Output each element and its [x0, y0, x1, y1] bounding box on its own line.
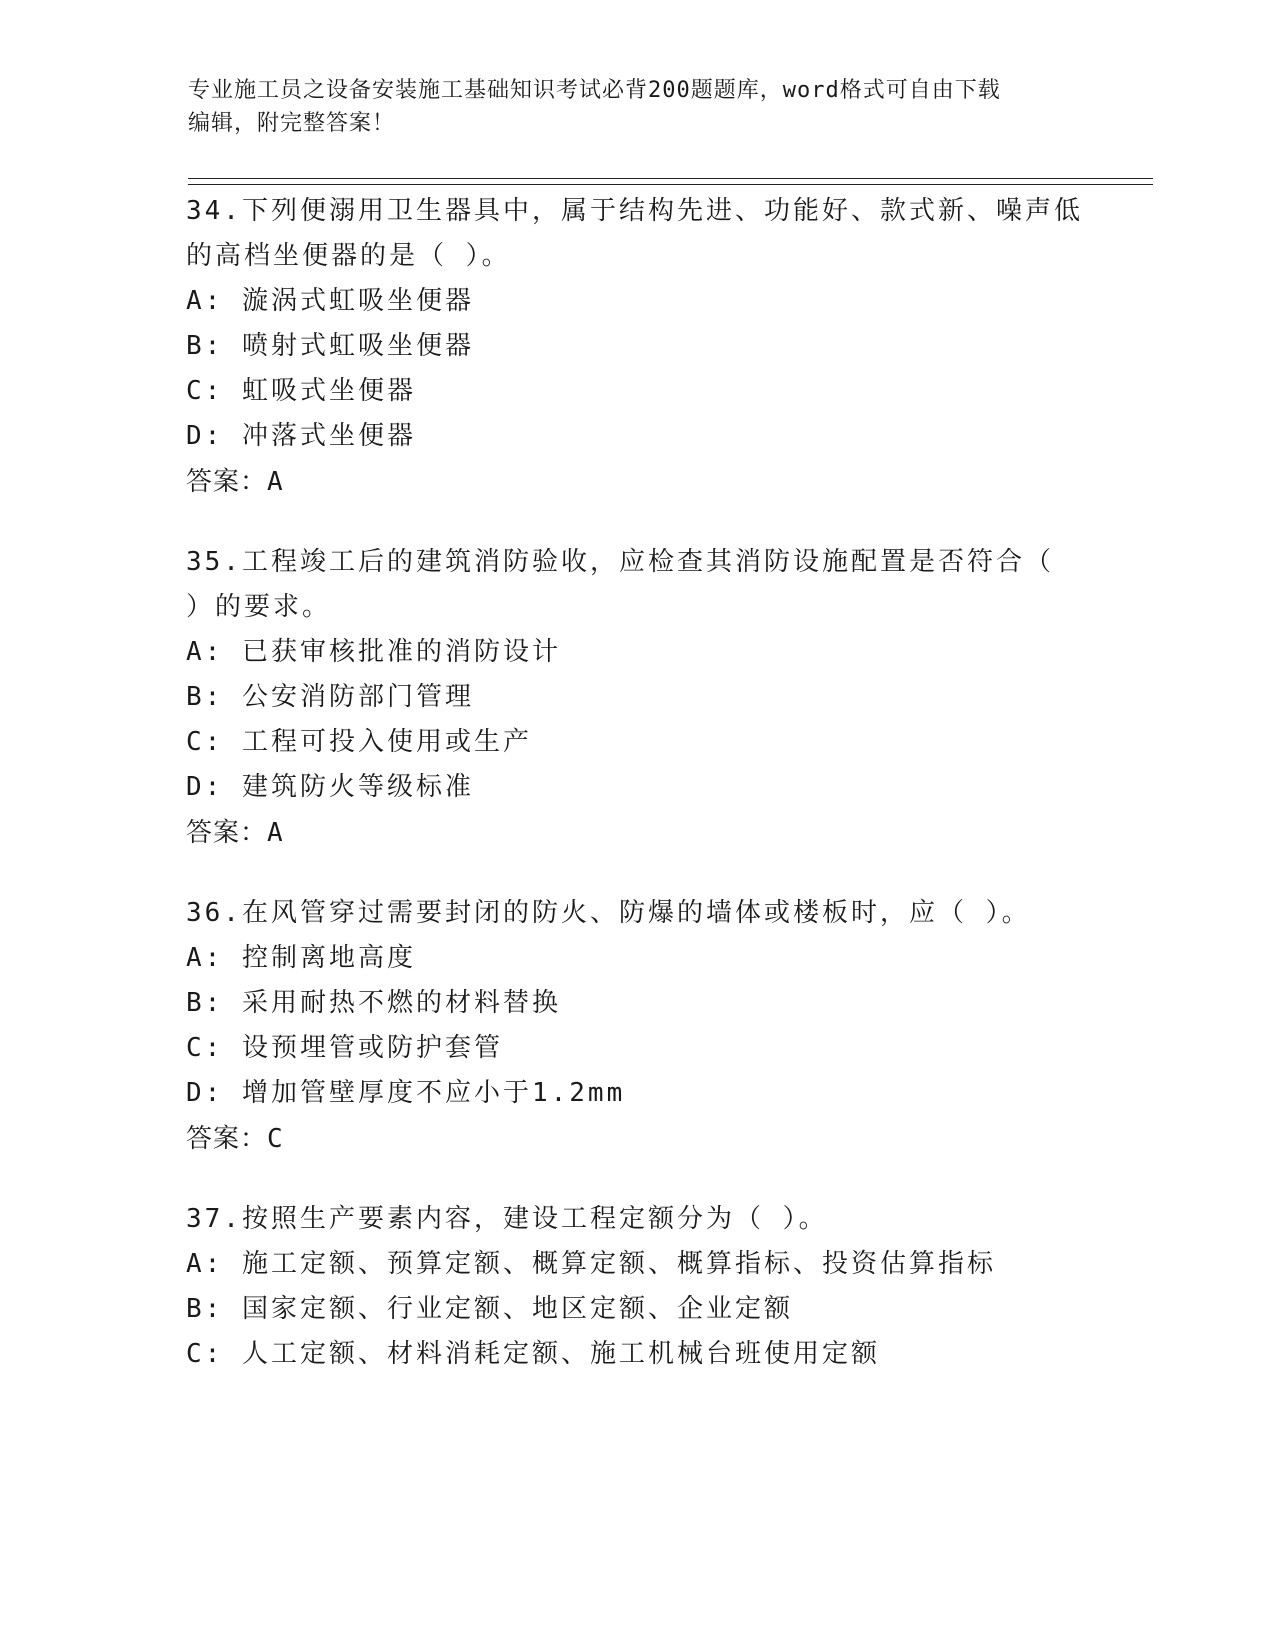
option-d: D: 冲落式坐便器: [186, 421, 416, 451]
question-36: [186, 891, 1086, 1162]
option-a: A: 漩涡式虹吸坐便器: [186, 286, 474, 316]
question-34: [186, 189, 1086, 505]
option-c: C: 设预埋管或防护套管: [186, 1033, 503, 1063]
option-b: B: 国家定额、行业定额、地区定额、企业定额: [186, 1294, 793, 1324]
option-d: D: 增加管壁厚度不应小于1.2mm: [186, 1078, 626, 1108]
option-a: A: 已获审核批准的消防设计: [186, 637, 561, 667]
question-stem-line: 37.按照生产要素内容，建设工程定额分为（ ）。: [186, 1204, 828, 1234]
header-divider: [188, 178, 1153, 185]
answer-line: 答案：A: [186, 818, 284, 848]
option-b: B: 公安消防部门管理: [186, 682, 474, 712]
answer-line: 答案：C: [186, 1124, 284, 1154]
document-header: [188, 74, 1088, 140]
question-stem-line: 36.在风管穿过需要封闭的防火、防爆的墙体或楼板时，应（ ）。: [186, 898, 1031, 928]
header-title-line-1: 专业施工员之设备安装施工基础知识考试必背200题题库，word格式可自由下载: [188, 78, 1001, 103]
option-d: D: 建筑防火等级标准: [186, 772, 474, 802]
option-b: B: 采用耐热不燃的材料替换: [186, 988, 561, 1018]
question-stem-line: 35.工程竣工后的建筑消防验收，应检查其消防设施配置是否符合（: [186, 547, 1054, 577]
answer-line: 答案：A: [186, 467, 284, 497]
option-a: A: 施工定额、预算定额、概算定额、概算指标、投资估算指标: [186, 1249, 996, 1279]
question-stem-line: 34.下列便溺用卫生器具中，属于结构先进、功能好、款式新、噪声低: [186, 196, 1083, 226]
option-b: B: 喷射式虹吸坐便器: [186, 331, 474, 361]
question-stem-line: 的高档坐便器的是（ ）。: [186, 241, 511, 271]
question-stem-line: ）的要求。: [186, 592, 332, 622]
question-37: [186, 1197, 1086, 1377]
option-c: C: 人工定额、材料消耗定额、施工机械台班使用定额: [186, 1339, 880, 1369]
question-35: [186, 540, 1086, 856]
question-list: [186, 189, 1086, 1412]
header-title-line-2: 编辑，附完整答案！: [188, 111, 396, 136]
option-a: A: 控制离地高度: [186, 943, 416, 973]
option-c: C: 工程可投入使用或生产: [186, 727, 532, 757]
option-c: C: 虹吸式坐便器: [186, 376, 416, 406]
